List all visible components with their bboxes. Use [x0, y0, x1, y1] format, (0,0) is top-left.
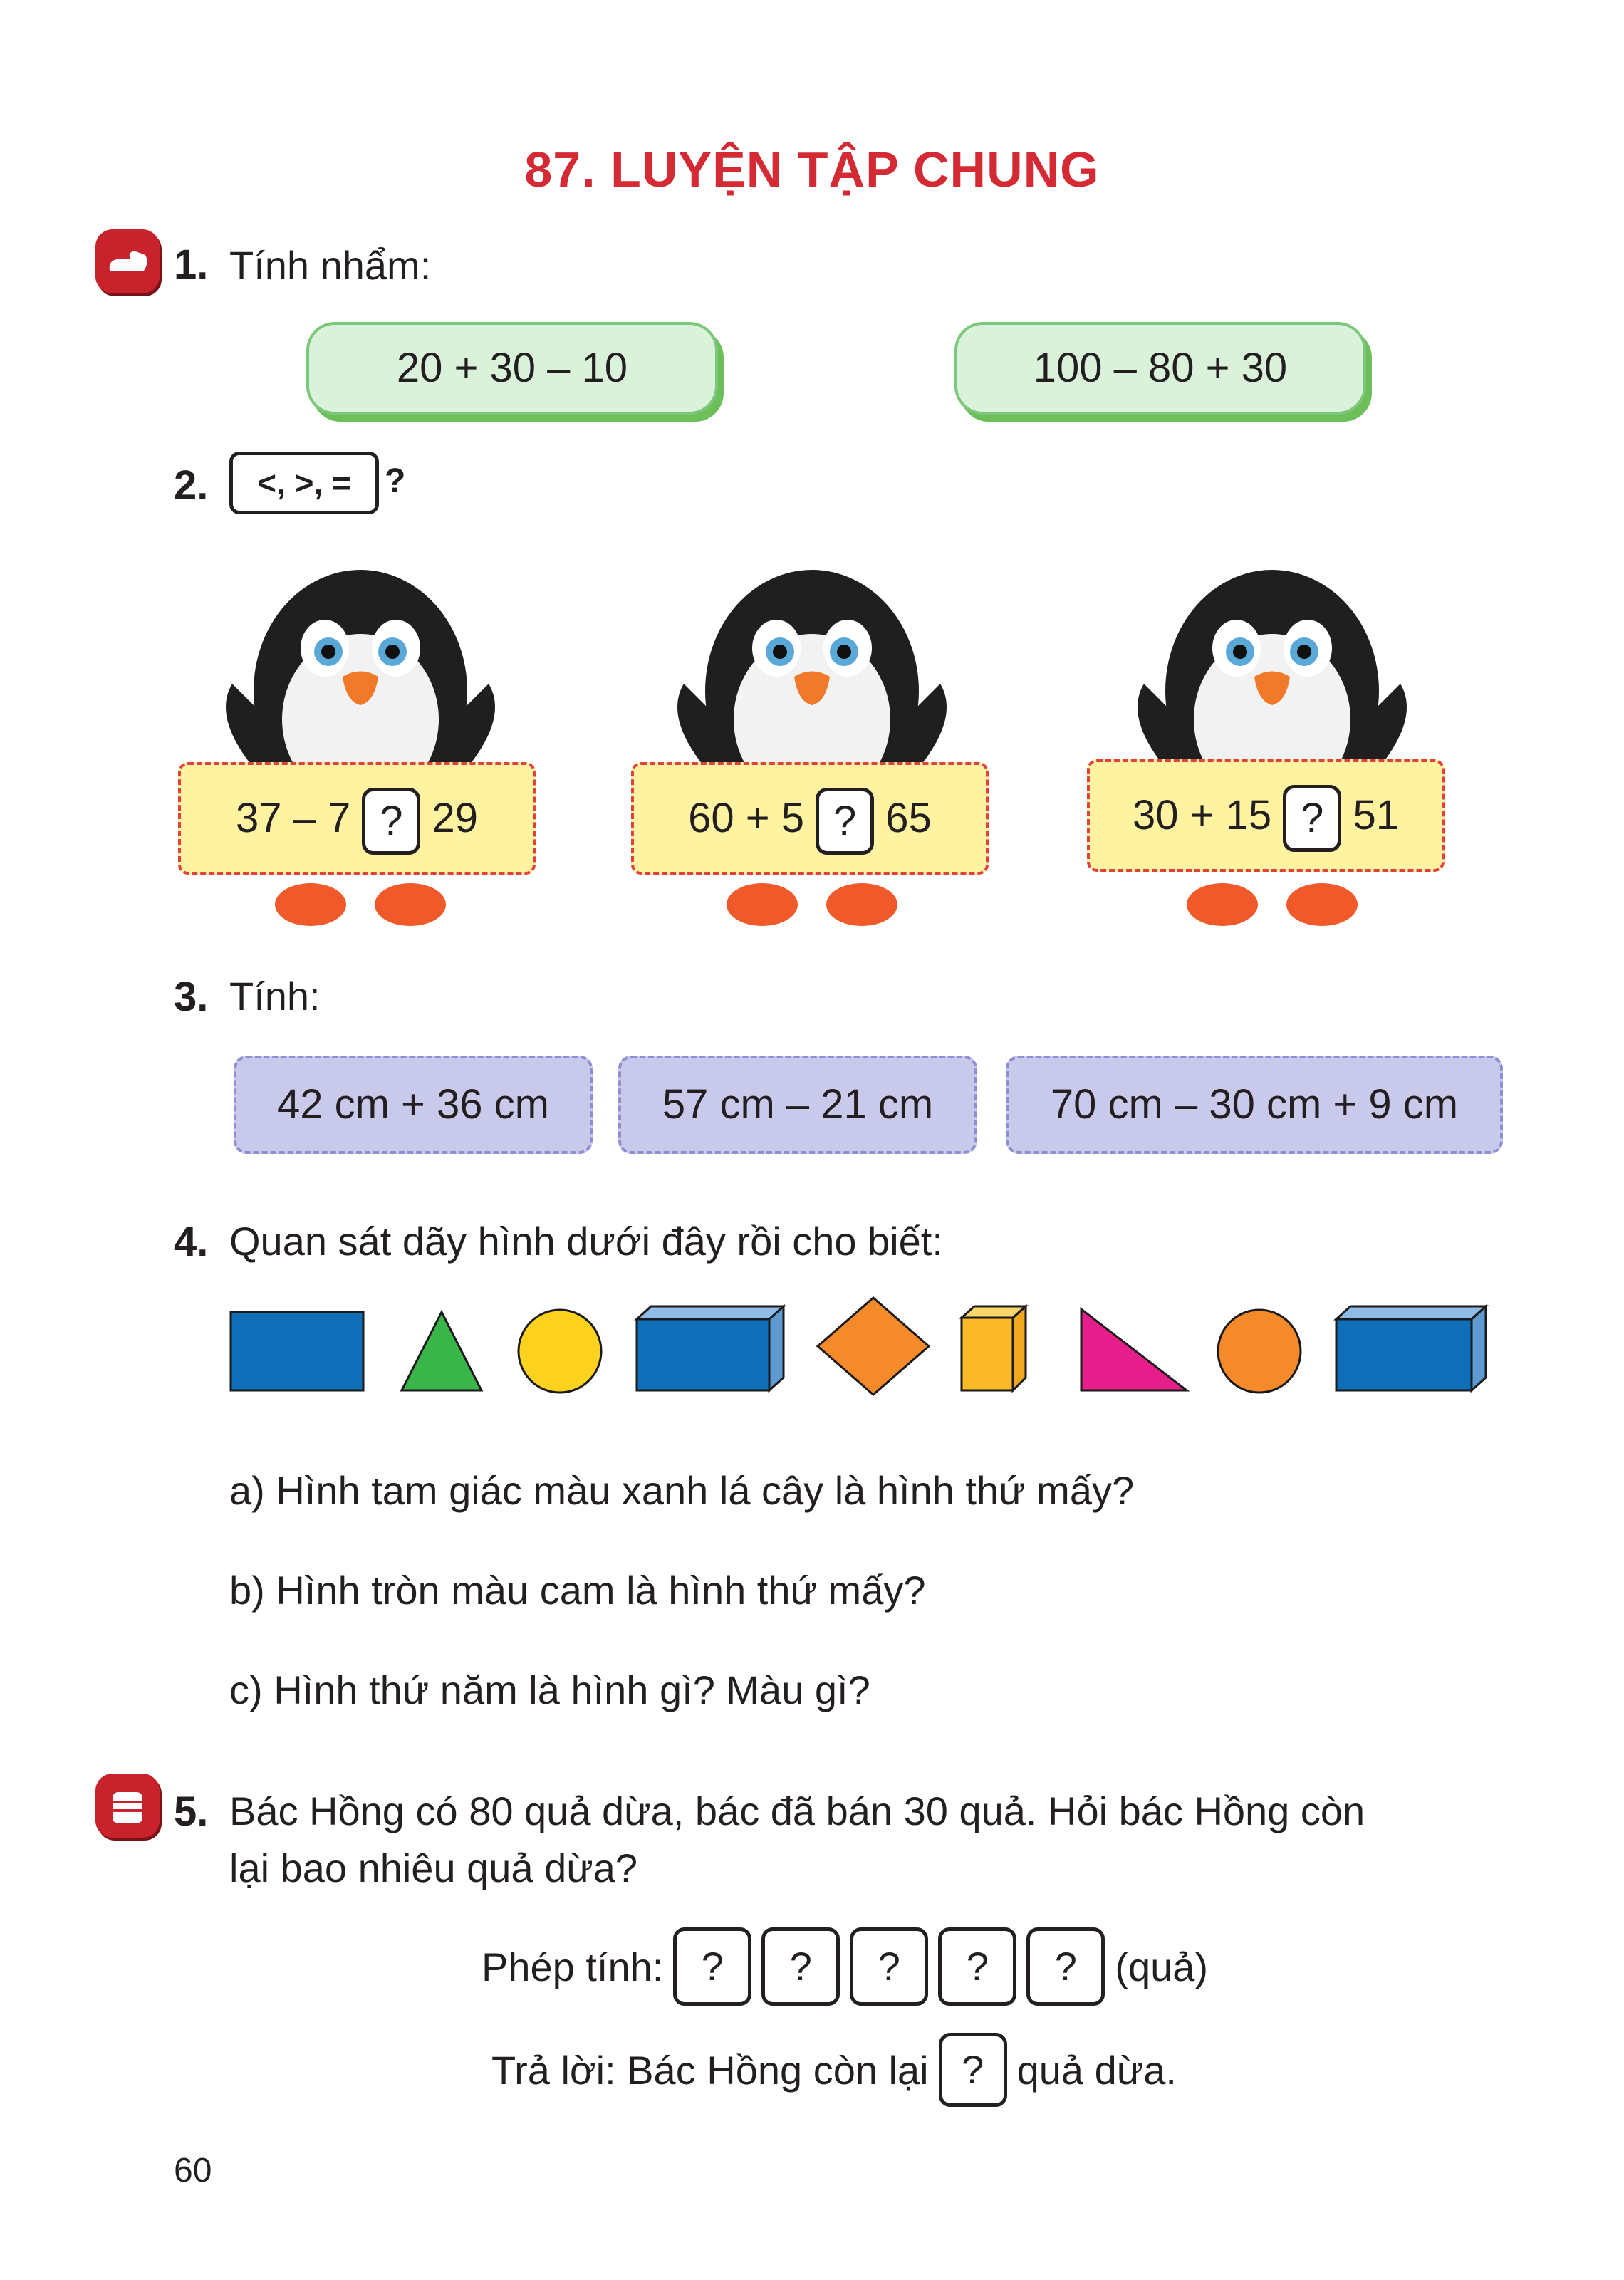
- yellow-cube: [962, 1306, 1026, 1390]
- answer-suffix: quả dừa.: [1016, 2047, 1177, 2093]
- answer-row: [491, 2034, 1177, 2105]
- exercise-5-number: 5.: [174, 1789, 209, 1835]
- answer-box[interactable]: ?: [1283, 785, 1341, 852]
- calculation-box[interactable]: ?: [850, 1927, 928, 2006]
- answer-prefix: Trả lời: Bác Hồng còn lại: [491, 2047, 929, 2093]
- exercise-4-label: Quan sát dãy hình dưới đây rồi cho biết:: [229, 1219, 943, 1264]
- compare-left: 37 – 7: [235, 795, 351, 841]
- shape-sequence: [228, 1296, 1510, 1403]
- exercise-4-number: 4.: [174, 1219, 209, 1265]
- problem-line-2: lại bao nhiêu quả dừa?: [229, 1846, 638, 1890]
- penguin-1: [218, 541, 503, 940]
- question-mark: ?: [385, 462, 406, 500]
- exercise-3-label: Tính:: [229, 974, 321, 1019]
- blue-rectangle: [231, 1312, 363, 1390]
- unit-label: (quả): [1115, 1944, 1209, 1989]
- compare-right: 51: [1353, 792, 1399, 838]
- answer-box[interactable]: ?: [362, 788, 420, 855]
- compare-card-1: [178, 762, 536, 875]
- blue-box: [1336, 1306, 1486, 1390]
- green-triangle: [402, 1312, 482, 1390]
- penguin-2: [670, 541, 954, 940]
- mental-math-item-2: 100 – 80 + 30: [954, 322, 1366, 415]
- calculation-label: Phép tính:: [482, 1944, 664, 1989]
- answer-box[interactable]: ?: [939, 2033, 1007, 2107]
- fist-icon: [95, 1774, 160, 1838]
- compare-card-2: [631, 762, 989, 875]
- pink-right-triangle: [1081, 1309, 1187, 1390]
- exercise-1-label: Tính nhẩm:: [229, 243, 432, 288]
- compute-item-2: 57 cm – 21 cm: [618, 1056, 977, 1154]
- compute-item-1: 42 cm + 36 cm: [234, 1056, 593, 1154]
- blue-box: [637, 1306, 784, 1390]
- mental-math-item-1: 20 + 30 – 10: [306, 322, 718, 415]
- yellow-circle: [519, 1310, 601, 1393]
- exercise-1-number: 1.: [174, 241, 209, 288]
- compare-card-3: [1087, 759, 1445, 872]
- page-number: 60: [174, 2152, 212, 2190]
- compare-right: 65: [885, 795, 932, 841]
- compare-right: 29: [432, 795, 479, 841]
- orange-diamond: [818, 1298, 929, 1395]
- hand-icon: [95, 229, 160, 293]
- calculation-row: [482, 1927, 1208, 2006]
- compare-left: 30 + 15: [1133, 792, 1272, 838]
- calculation-box[interactable]: ?: [761, 1927, 840, 2006]
- calculation-box[interactable]: ?: [938, 1927, 1016, 2006]
- exercise-3-number: 3.: [174, 974, 209, 1020]
- calculation-box[interactable]: ?: [673, 1927, 751, 2006]
- answer-box[interactable]: ?: [816, 788, 874, 855]
- comparison-signs-box: <, >, =: [229, 452, 379, 514]
- question-4b: b) Hình tròn màu cam là hình thứ mấy?: [229, 1568, 926, 1613]
- compare-left: 60 + 5: [688, 795, 805, 841]
- orange-circle: [1218, 1310, 1301, 1393]
- calculation-box[interactable]: ?: [1026, 1927, 1105, 2006]
- question-4a: a) Hình tam giác màu xanh lá cây là hình thứ mấy?: [229, 1468, 1135, 1513]
- problem-line-1: Bác Hồng có 80 quả dừa, bác đã bán 30 quả. Hỏi bác Hồng còn: [229, 1789, 1365, 1833]
- page-title: 87. LUYỆN TẬP CHUNG: [524, 142, 1100, 197]
- penguin-3: [1130, 541, 1415, 940]
- exercise-2-number: 2.: [174, 462, 209, 509]
- question-4c: c) Hình thứ năm là hình gì? Màu gì?: [229, 1667, 870, 1712]
- compute-item-3: 70 cm – 30 cm + 9 cm: [1006, 1056, 1503, 1154]
